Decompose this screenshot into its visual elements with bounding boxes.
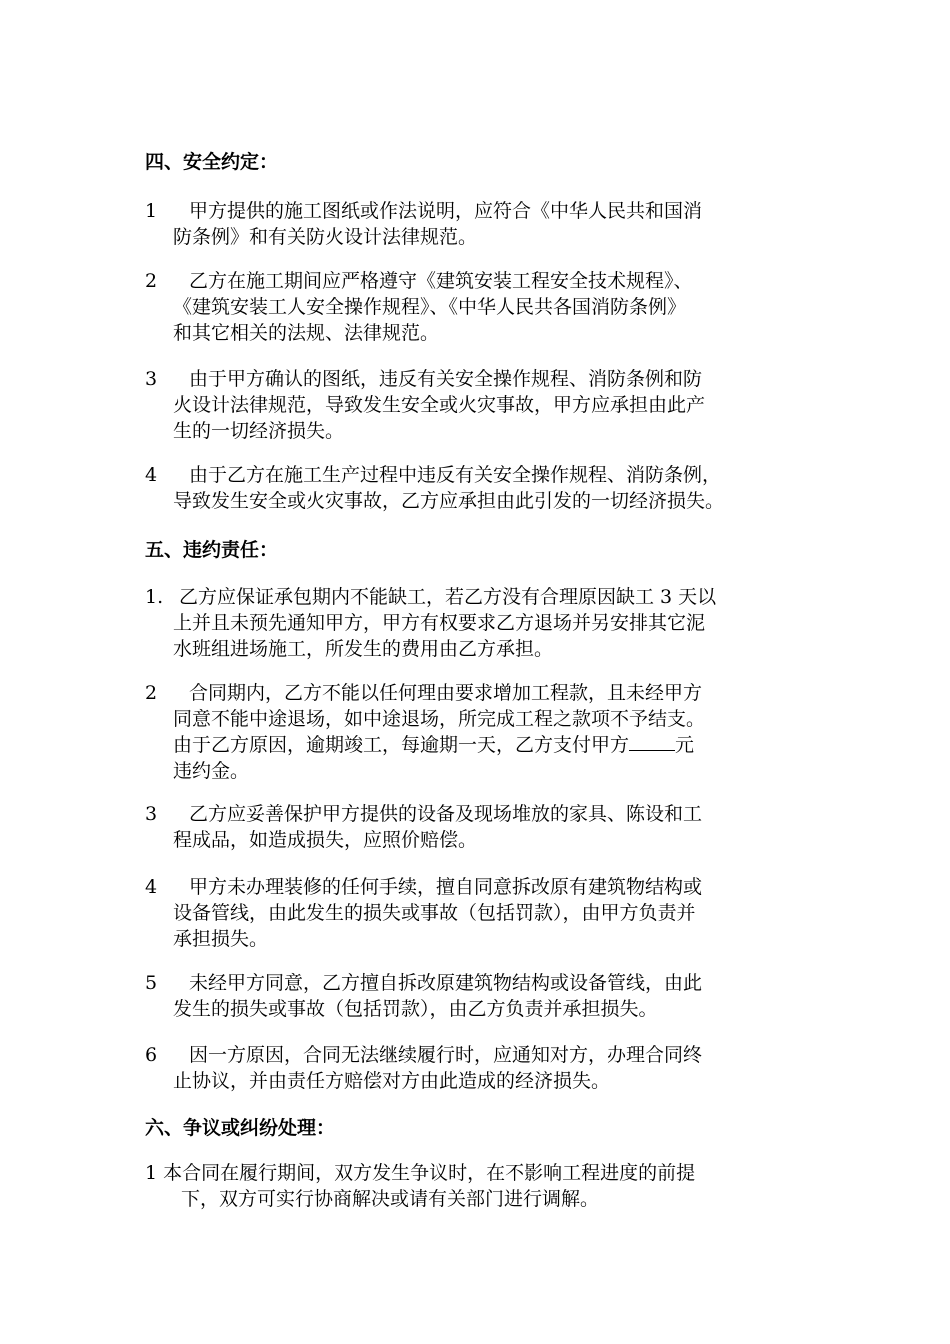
clause-line: 乙方在施工期间应严格遵守《建筑安装工程安全技术规程》、 [189,270,693,292]
clause-5-4 [145,874,815,952]
clause-number: 1 [145,200,158,222]
clause-line: 合同期内，乙方不能以任何理由要求增加工程款，且未经甲方 [189,682,703,704]
clause-4-2 [145,268,815,346]
clause-line: 违约金。 [173,760,250,782]
clause-line: 承担损失。 [173,928,269,950]
clause-line: 水班组进场施工，所发生的费用由乙方承担。 [173,638,554,660]
clause-number: 6 [145,1044,158,1066]
clause-5-6 [145,1042,815,1094]
clause-line: 和其它相关的法规、法律规范。 [173,322,440,344]
clause-number: 3 [145,803,158,825]
clause-line: 防条例》和有关防火设计法律规范。 [173,226,478,248]
clause-line: 设备管线，由此发生的损失或事故（包括罚款），由甲方负责并 [173,902,696,924]
section-heading-6: 六、争议或纠纷处理： [145,1117,336,1139]
clause-5-3 [145,801,815,853]
clause-line: 程成品，如造成损失，应照价赔偿。 [173,829,478,851]
clause-4-3 [145,366,815,444]
clause-5-1 [145,584,815,662]
clause-line: 由于甲方确认的图纸，违反有关安全操作规程、消防条例和防 [189,368,703,390]
clause-number: 2 [145,682,158,704]
clause-line: 发生的损失或事故（包括罚款），由乙方负责并承担损失。 [173,998,658,1020]
clause-line: 甲方未办理装修的任何手续，擅自同意拆改原有建筑物结构或 [189,876,703,898]
fill-in-blank [629,732,675,751]
clause-text: 由于乙方原因，逾期竣工，每逾期一天，乙方支付甲方 [173,734,630,756]
clause-line: 《建筑安装工人安全操作规程》、《中华人民共各国消防条例》 [173,296,687,318]
clause-number: 2 [145,270,158,292]
clause-4-1 [145,198,815,250]
section-heading-5: 五、违约责任： [145,539,279,561]
clause-line: 未经甲方同意，乙方擅自拆改原建筑物结构或设备管线，由此 [189,972,703,994]
clause-line: 同意不能中途退场，如中途退场，所完成工程之款项不予结支。 [173,708,706,730]
clause-line: 上并且未预先通知甲方，甲方有权要求乙方退场并另安排其它泥 [173,612,706,634]
clause-number: 4 [145,464,158,486]
clause-line: 生的一切经济损失。 [173,420,345,442]
clause-line: 1 本合同在履行期间，双方发生争议时，在不影响工程进度的前提 [145,1162,696,1184]
clause-number: 1. [145,586,164,608]
clause-line: 下，双方可实行协商解决或请有关部门进行调解。 [181,1188,600,1210]
clause-5-5 [145,970,815,1022]
clause-number: 5 [145,972,158,994]
clause-line: 乙方应保证承包期内不能缺工，若乙方没有合理原因缺工 3 天以 [179,586,717,608]
clause-5-2 [145,680,815,784]
clause-line: 导致发生安全或火灾事故，乙方应承担由此引发的一切经济损失。 [173,490,725,512]
clause-number: 4 [145,876,158,898]
clause-line: 因一方原因，合同无法继续履行时，应通知对方，办理合同终 [189,1044,703,1066]
clause-line: 止协议，并由责任方赔偿对方由此造成的经济损失。 [173,1070,611,1092]
clause-line: 乙方应妥善保护甲方提供的设备及现场堆放的家具、陈设和工 [189,803,703,825]
section-heading-4: 四、安全约定： [145,151,279,173]
clause-line-with-blank [145,732,815,758]
clause-4-4 [145,462,815,514]
clause-number: 3 [145,368,158,390]
clause-line: 由于乙方在施工生产过程中违反有关安全操作规程、消防条例， [189,464,722,486]
clause-line: 火设计法律规范，导致发生安全或火灾事故，甲方应承担由此产 [173,394,706,416]
clause-6-1 [145,1160,815,1212]
clause-line: 甲方提供的施工图纸或作法说明，应符合《中华人民共和国消 [189,200,703,222]
blank-suffix: 元 [675,734,695,756]
